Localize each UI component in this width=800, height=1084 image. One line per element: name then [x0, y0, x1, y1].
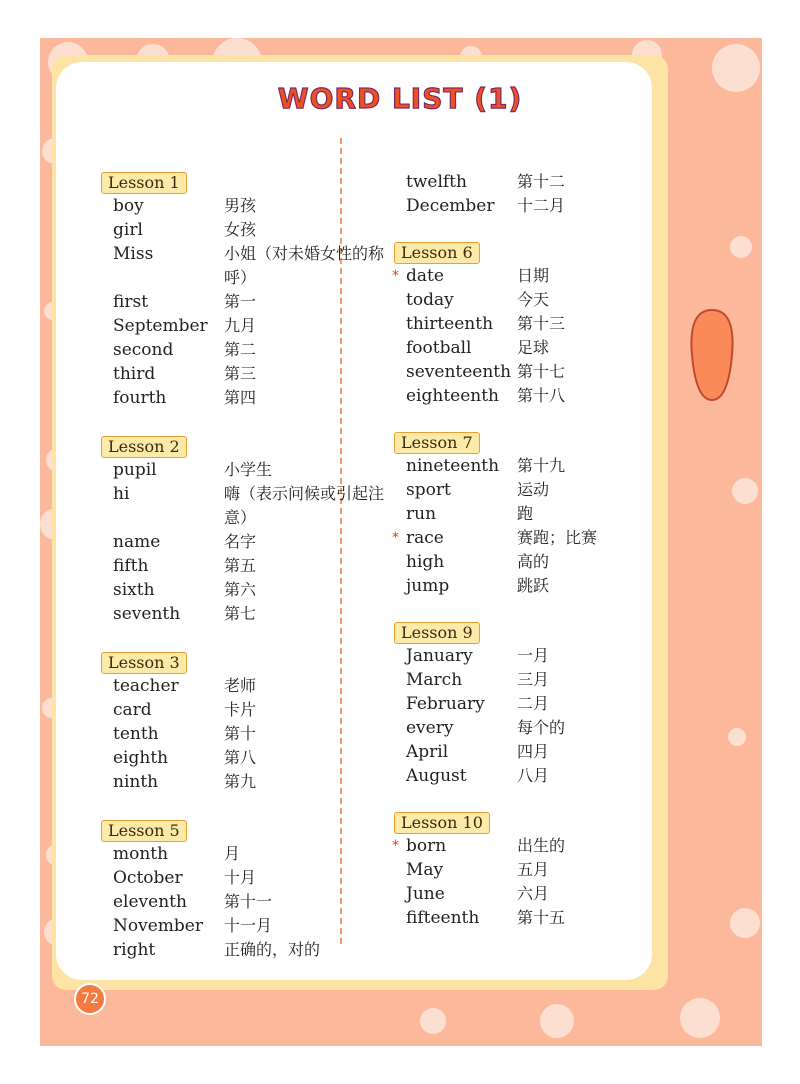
list-item: November 十一月	[113, 916, 273, 936]
lesson-6-section	[392, 242, 661, 408]
list-item: March 三月	[406, 670, 550, 690]
star-icon: *	[392, 530, 399, 546]
list-item: eighteenth 第十八	[406, 386, 566, 406]
lesson-tag: Lesson 3	[101, 652, 187, 674]
list-item: name 名字	[113, 532, 257, 552]
list-item: jump 跳跃	[406, 576, 550, 596]
page-number: 72	[74, 983, 106, 1015]
list-item: thirteenth 第十三	[406, 314, 566, 334]
list-item: ninth 第九	[113, 772, 257, 792]
star-icon: *	[392, 268, 399, 284]
list-item: third 第三	[113, 364, 257, 384]
lesson-10-section	[392, 812, 661, 930]
list-item: girl 女孩	[113, 220, 257, 240]
list-item: hi 嗨（表示问候或引起注意）	[113, 484, 385, 527]
list-item: right 正确的，对的	[113, 940, 321, 960]
list-item: August 八月	[406, 766, 550, 786]
list-item: October 十月	[113, 868, 257, 888]
lesson-tag: Lesson 9	[394, 622, 480, 644]
lesson-2-section	[108, 436, 385, 626]
list-item: teacher 老师	[113, 676, 257, 696]
list-item: May 五月	[406, 860, 550, 880]
lesson-1-section	[108, 172, 385, 410]
lesson-5-continued	[401, 170, 661, 218]
list-item: today 今天	[406, 290, 550, 310]
lesson-3-section	[108, 652, 378, 794]
list-item: April 四月	[406, 742, 550, 762]
left-column	[108, 172, 385, 962]
list-item: February 二月	[406, 694, 550, 714]
star-icon: *	[392, 838, 399, 854]
list-item: sport 运动	[406, 480, 550, 500]
list-item: run 跑	[406, 504, 534, 524]
list-item: pupil 小学生	[113, 460, 273, 480]
list-item: tenth 第十	[113, 724, 257, 744]
lesson-tag: Lesson 1	[101, 172, 187, 194]
list-item: nineteenth 第十九	[406, 456, 566, 476]
list-item: every 每个的	[406, 718, 566, 738]
list-item: Miss 小姐（对未婚女性的称呼）	[113, 244, 385, 287]
list-item: month 月	[113, 844, 241, 864]
list-item: first 第一	[113, 292, 257, 312]
list-item: seventh 第七	[113, 604, 257, 624]
list-item: seventeenth 第十七	[406, 362, 566, 382]
list-item: fifth 第五	[113, 556, 257, 576]
page-title: WORD LIST (1)	[277, 82, 523, 115]
lesson-tag: Lesson 10	[394, 812, 490, 834]
list-item: boy 男孩	[113, 196, 257, 216]
list-item: September 九月	[113, 316, 257, 336]
lesson-tag: Lesson 2	[101, 436, 187, 458]
list-item: high 高的	[406, 552, 550, 572]
list-item: sixth 第六	[113, 580, 257, 600]
list-item: card 卡片	[113, 700, 257, 720]
lesson-9-section	[401, 622, 661, 788]
lesson-tag: Lesson 6	[394, 242, 480, 264]
list-item: second 第二	[113, 340, 257, 360]
list-item: * race 赛跑；比赛	[392, 528, 598, 548]
list-item: December 十二月	[406, 196, 566, 216]
list-item: * date 日期	[392, 266, 550, 286]
list-item: June 六月	[406, 884, 550, 904]
list-item: eleventh 第十一	[113, 892, 273, 912]
lesson-5-section	[108, 820, 378, 962]
list-item: * born 出生的	[392, 836, 566, 856]
lesson-tag: Lesson 5	[101, 820, 187, 842]
lesson-tag: Lesson 7	[394, 432, 480, 454]
apple-decoration-icon	[688, 300, 736, 410]
list-item: twelfth 第十二	[406, 172, 566, 192]
list-item: January 一月	[406, 646, 550, 666]
list-item: football 足球	[406, 338, 550, 358]
lesson-7-section	[392, 432, 661, 598]
right-column	[392, 170, 661, 930]
list-item: fourth 第四	[113, 388, 257, 408]
list-item: fifteenth 第十五	[406, 908, 566, 928]
list-item: eighth 第八	[113, 748, 257, 768]
